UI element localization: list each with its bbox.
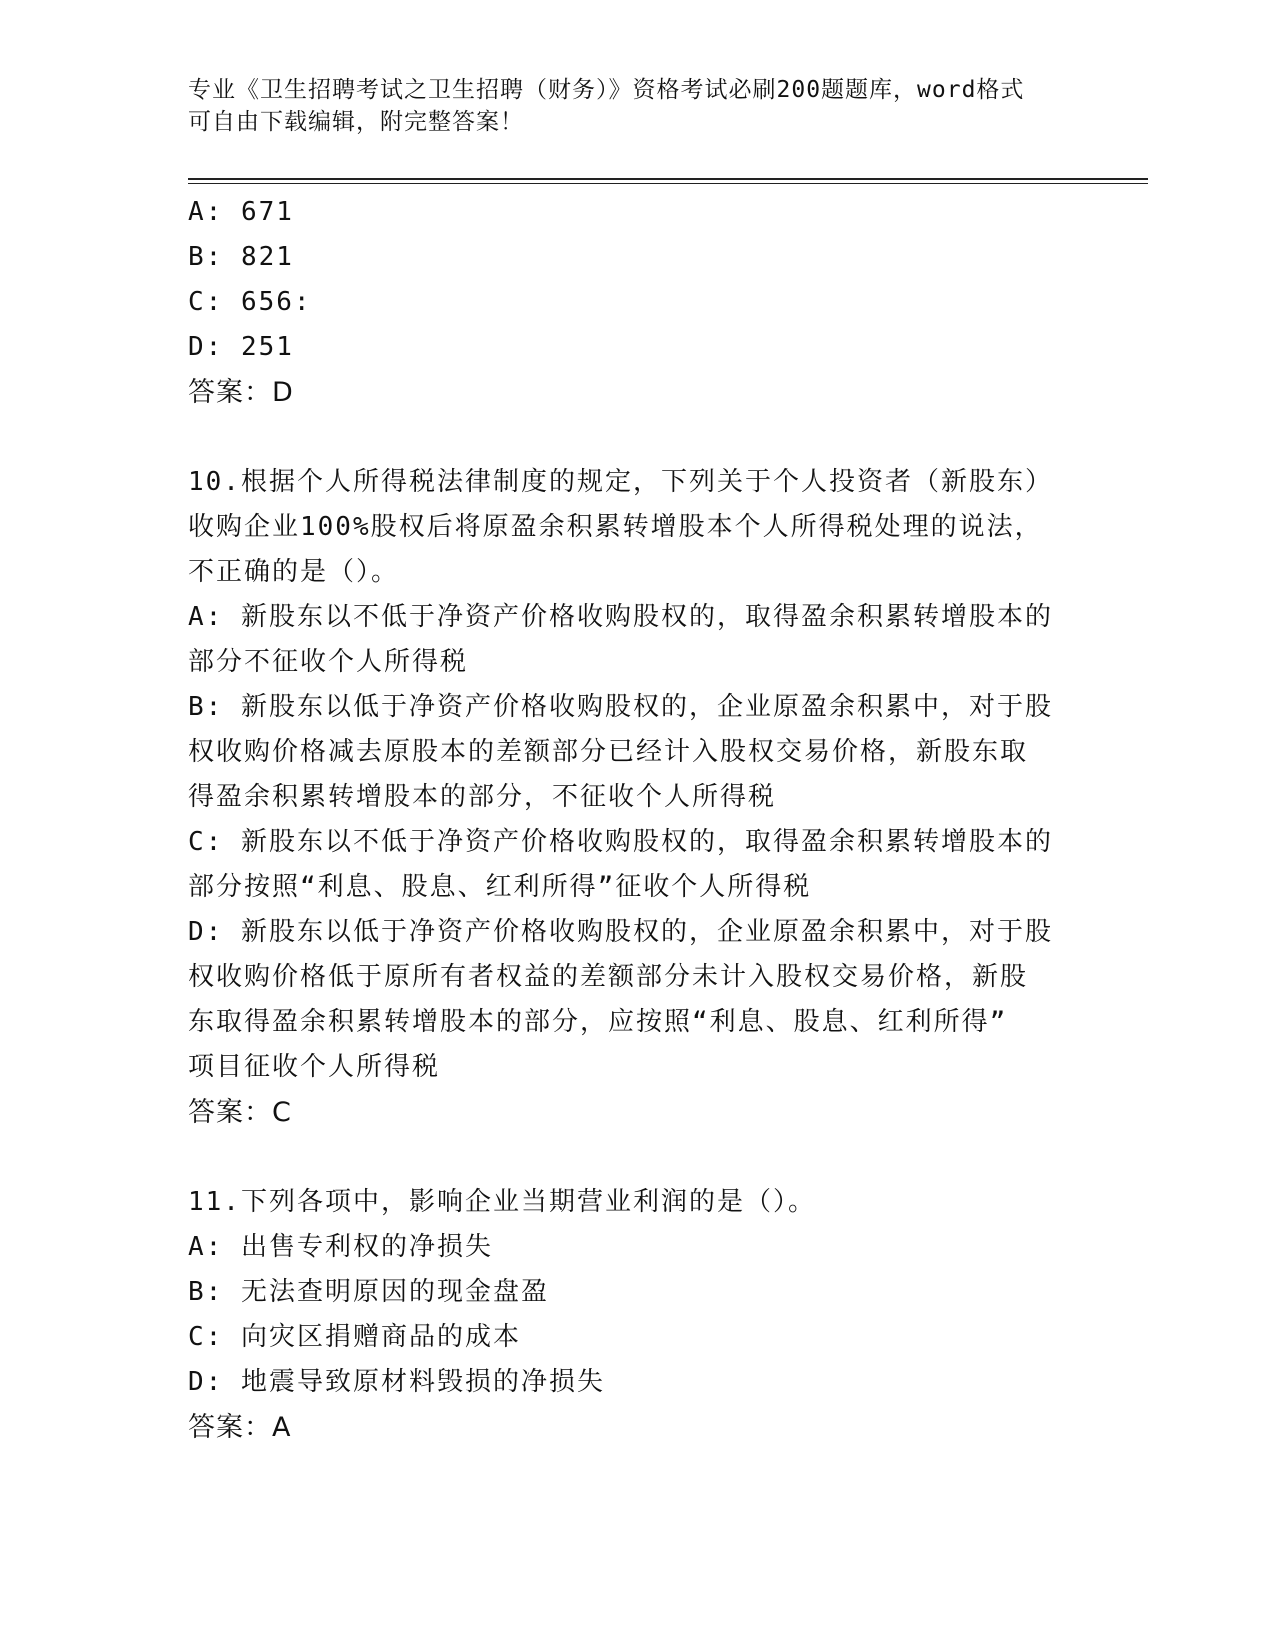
question-stem-line: 收购企业100%股权后将原盈余积累转增股本个人所得税处理的说法， <box>188 512 1043 542</box>
header-line-2: 可自由下载编辑，附完整答案！ <box>188 109 524 135</box>
option-a-line: 部分不征收个人所得税 <box>188 647 469 677</box>
answer-line: 答案：D <box>188 377 294 408</box>
option-d-line: 东取得盈余积累转增股本的部分，应按照“利息、股息、红利所得” <box>188 1007 1008 1037</box>
option-d-line: 项目征收个人所得税 <box>188 1052 441 1082</box>
answer-line: 答案：A <box>188 1412 292 1443</box>
option-c: C: 656: <box>188 287 312 317</box>
header-line-1: 专业《卫生招聘考试之卫生招聘（财务）》资格考试必刷200题题库，word格式 <box>188 77 1025 103</box>
option-a: A: 671 <box>188 197 294 227</box>
document-body <box>188 190 1088 1451</box>
spacer <box>188 1136 1088 1180</box>
question-10 <box>188 460 1088 1136</box>
option-d: D: 251 <box>188 332 294 362</box>
question-stem-line: 11.下列各项中，影响企业当期营业利润的是（）。 <box>188 1187 816 1217</box>
option-c-line: C: 新股东以不低于净资产价格收购股权的，取得盈余积累转增股本的 <box>188 827 1053 857</box>
option-b: B: 821 <box>188 242 294 272</box>
option-a: A: 出售专利权的净损失 <box>188 1232 493 1262</box>
option-b-line: 得盈余积累转增股本的部分，不征收个人所得税 <box>188 782 777 812</box>
question-stem-line: 10.根据个人所得税法律制度的规定，下列关于个人投资者（新股东） <box>188 467 1053 497</box>
option-b: B: 无法查明原因的现金盘盈 <box>188 1277 549 1307</box>
option-d-line: 权收购价格低于原所有者权益的差额部分未计入股权交易价格，新股 <box>188 962 1029 992</box>
header-divider <box>188 178 1148 184</box>
question-stem-line: 不正确的是（）。 <box>188 557 400 587</box>
option-c: C: 向灾区捐赠商品的成本 <box>188 1322 521 1352</box>
option-d: D: 地震导致原材料毁损的净损失 <box>188 1367 605 1397</box>
document-header <box>188 74 1068 138</box>
answer-line: 答案：C <box>188 1097 292 1128</box>
option-b-line: 权收购价格减去原股本的差额部分已经计入股权交易价格，新股东取 <box>188 737 1029 767</box>
option-c-line: 部分按照“利息、股息、红利所得”征收个人所得税 <box>188 872 812 902</box>
option-a-line: A: 新股东以不低于净资产价格收购股权的，取得盈余积累转增股本的 <box>188 602 1053 632</box>
question-11 <box>188 1180 1088 1451</box>
option-b-line: B: 新股东以低于净资产价格收购股权的，企业原盈余积累中，对于股 <box>188 692 1053 722</box>
option-d-line: D: 新股东以低于净资产价格收购股权的，企业原盈余积累中，对于股 <box>188 917 1053 947</box>
spacer <box>188 416 1088 460</box>
question-9 <box>188 190 1088 416</box>
